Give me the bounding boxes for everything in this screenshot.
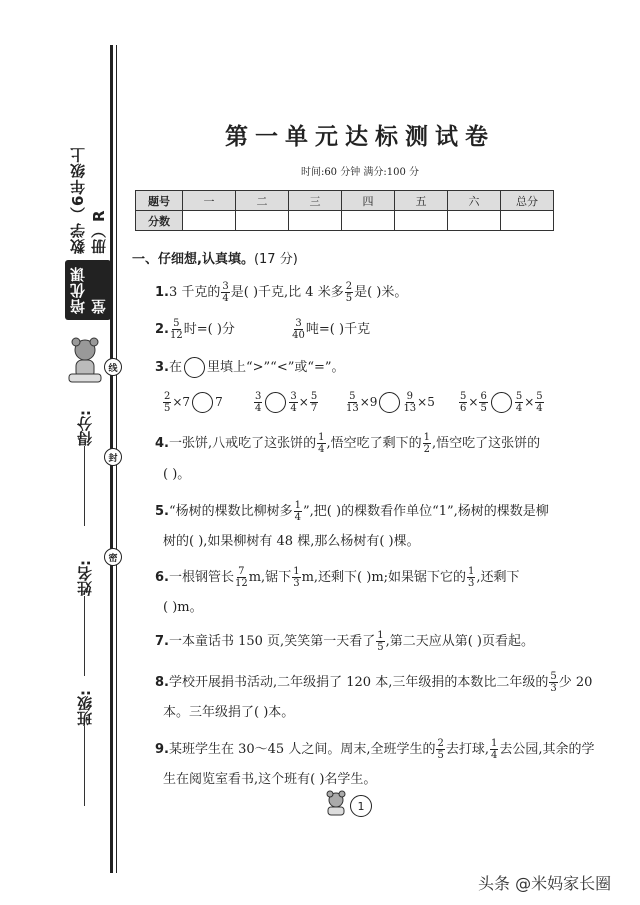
- score-cell[interactable]: [501, 211, 554, 231]
- score-table-header: [136, 191, 554, 211]
- question-8-cont: 本。三年级捐了( )本。: [163, 705, 295, 720]
- question-2: 2. $\frac{5}{12}$ 时=( )分 $\frac{3}{40}$ 吨=( )千克: [155, 318, 371, 341]
- fraction: $\frac{2}{5}$: [345, 281, 353, 304]
- score-cell[interactable]: [395, 211, 448, 231]
- seal-secret: 密: [104, 548, 122, 566]
- comparison-2: $\frac{3}{4}$ $\frac{3}{4}$ × $\frac{5}{7}$: [255, 391, 318, 414]
- fraction: $\frac{3}{40}$: [292, 318, 305, 341]
- header-cell: 题号: [136, 191, 183, 211]
- score-cell[interactable]: [183, 211, 236, 231]
- header-cell: 二: [236, 191, 289, 211]
- header-cell: 四: [342, 191, 395, 211]
- brand-text: 数学（6年级上册）R: [69, 146, 108, 254]
- fraction: $\frac{3}{4}$: [222, 281, 229, 304]
- score-cell[interactable]: [342, 211, 395, 231]
- bear-footer-icon: [322, 790, 350, 818]
- score-label: 得分:: [76, 410, 94, 446]
- compare-circle[interactable]: [192, 392, 213, 413]
- header-cell: 一: [183, 191, 236, 211]
- name-label: 姓名:: [76, 560, 94, 596]
- brand-logo: 培优课堂: [65, 260, 111, 320]
- circle-blank-icon: [184, 357, 205, 378]
- score-cell[interactable]: [289, 211, 342, 231]
- question-8: 8.学校开展捐书活动,二年级捐了 120 本,三年级捐的本数比二年级的 $\frac{5}{3}$ 少 20: [155, 671, 593, 694]
- sidebar-brand: [69, 140, 108, 320]
- question-3: 3.在 里填上“>”“<”或“=”。: [155, 357, 345, 378]
- bear-mascot-icon: [65, 336, 105, 386]
- question-4: 4.一张饼,八戒吃了这张饼的 $\frac{1}{4}$ ,悟空吃了剩下的 $\frac{1}{2}$ ,悟空吃了这张饼的: [155, 432, 541, 455]
- fraction: $\frac{5}{12}$: [169, 318, 183, 341]
- seal-line: 线: [104, 358, 122, 376]
- compare-circle[interactable]: [379, 392, 400, 413]
- comparison-3: $\frac{5}{13}$ ×9 $\frac{9}{13}$ ×5: [346, 391, 435, 414]
- score-table: [135, 190, 554, 231]
- page-number: 1: [350, 795, 372, 817]
- header-cell: 总分: [501, 191, 554, 211]
- score-field[interactable]: [74, 410, 95, 530]
- question-6: 6.一根钢管长 $\frac{7}{12}$ m,锯下 $\frac{1}{3}$ m,还剩下( )m;如果锯下它的 $\frac{1}{3}$ ,还剩下: [155, 566, 520, 589]
- row-label: 分数: [136, 211, 183, 231]
- class-label: 班级:: [76, 690, 94, 726]
- name-field[interactable]: [74, 560, 95, 680]
- comparison-1: $\frac{2}{5}$ ×7 7: [164, 391, 223, 414]
- header-cell: 三: [289, 191, 342, 211]
- comparison-4: $\frac{5}{6}$ × $\frac{6}{5}$ $\frac{5}{4}$ × $\frac{5}{4}$: [460, 391, 543, 414]
- header-cell: 五: [395, 191, 448, 211]
- class-field[interactable]: [74, 690, 95, 810]
- section-heading: 一、仔细想,认真填。(17 分): [132, 252, 298, 267]
- compare-circle[interactable]: [491, 392, 512, 413]
- question-5-cont: 树的( ),如果柳树有 48 棵,那么杨树有( )棵。: [163, 534, 420, 549]
- question-4-cont: ( )。: [163, 467, 191, 482]
- page-title: 第一单元达标测试卷: [225, 124, 495, 150]
- question-1: 1.3 千克的 $\frac{3}{4}$ 是( )千克,比 4 米多 $\frac{2}{5}$ 是( )米。: [155, 281, 408, 304]
- question-5: 5.“杨树的棵数比柳树多 $\frac{1}{4}$ ”,把( )的棵数看作单位“1”,杨树的棵数是柳: [155, 500, 549, 523]
- compare-circle[interactable]: [265, 392, 286, 413]
- page-subtitle: 时间:60 分钟 满分:100 分: [300, 167, 420, 178]
- score-cell[interactable]: [236, 211, 289, 231]
- header-cell: 六: [448, 191, 501, 211]
- question-6-cont: ( )m。: [163, 600, 203, 615]
- watermark: 头条 @米妈家长圈: [478, 874, 612, 893]
- score-cell[interactable]: [448, 211, 501, 231]
- seal-seal: 封: [104, 448, 122, 466]
- question-7: 7.一本童话书 150 页,笑笑第一天看了 $\frac{1}{5}$ ,第二天应从第( )页看起。: [155, 630, 534, 653]
- score-table-row: [136, 211, 554, 231]
- question-9: 9.某班学生在 30～45 人之间。周末,全班学生的 $\frac{2}{5}$ 去打球, $\frac{1}{4}$ 去公园,其余的学: [155, 738, 595, 761]
- question-9-cont: 生在阅览室看书,这个班有( )名学生。: [163, 772, 377, 787]
